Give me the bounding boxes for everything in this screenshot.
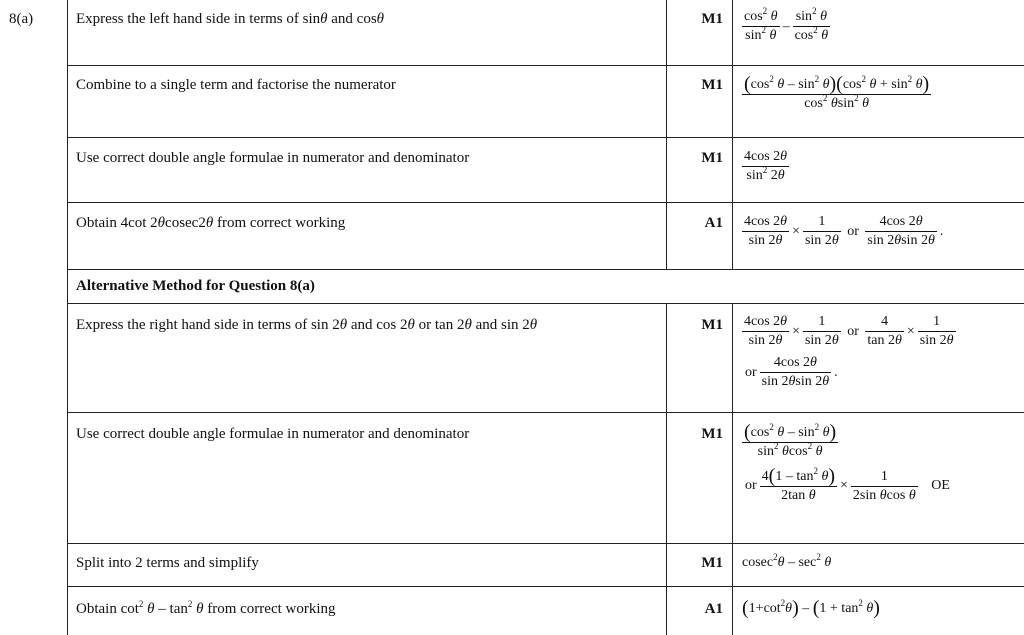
answer-expression: [742, 423, 953, 505]
step-description: Express the left hand side in terms of sinθ and cosθ: [76, 11, 385, 27]
mark-code: M1: [701, 77, 723, 93]
mark-code: M1: [701, 150, 723, 166]
step-description: Combine to a single term and factorise the numerator: [76, 77, 396, 93]
column-divider: [67, 0, 68, 635]
step-description: Split into 2 terms and simplify: [76, 555, 259, 571]
row-divider: [67, 543, 1024, 544]
column-divider: [666, 0, 667, 270]
step-description: Obtain 4cot 2θcosec2θ from correct working: [76, 215, 346, 231]
mark-code: M1: [701, 11, 723, 27]
answer-line: or $\frac{4(1 - \tan^2 \theta)}{\text{2tan θ}}$ × $\frac{1}{\text{2sin θcos θ}}$ OE: [745, 465, 950, 503]
row-divider: [67, 65, 1024, 66]
answer-expression: $(1+\cot^2\theta) - (1 + \tan^2 \theta)$: [742, 597, 880, 619]
row-divider: [67, 303, 1024, 304]
step-description: Express the right hand side in terms of sin 2θ and cos 2θ or tan 2θ and sin 2θ: [76, 317, 538, 333]
mark-code: M1: [701, 426, 723, 442]
step-description: Use correct double angle formulae in numerator and denominator: [76, 426, 470, 442]
mark-code: A1: [704, 601, 723, 617]
row-divider: [67, 586, 1024, 587]
row-divider: [67, 137, 1024, 138]
answer-expression: [742, 313, 956, 391]
step-description: Use correct double angle formulae in numerator and denominator: [76, 150, 470, 166]
alternative-method-heading: Alternative Method for Question 8(a): [76, 278, 315, 294]
mark-code: M1: [701, 317, 723, 333]
answer-line: or $\frac{4\cos 2\theta}{\sin 2\theta\sin 2\theta}$ .: [745, 355, 838, 389]
column-divider: [732, 0, 733, 270]
answer-expression: $\frac{4\cos 2\theta}{\sin 2\theta}$ × $\frac{1}{\sin 2\theta}$ or $\frac{4\cos 2\theta}{\sin 2\theta\sin 2\theta}$ .: [744, 214, 944, 248]
row-divider: [67, 269, 1024, 270]
row-divider: [67, 412, 1024, 413]
answer-line: $\frac{(\cos^2 \theta - \sin^2 \theta)}{\sin^2 \theta\cos^2 \theta}$: [744, 421, 837, 459]
mark-code: M1: [701, 555, 723, 571]
mark-code: A1: [704, 215, 723, 231]
step-description: Obtain $\cot^2 \theta - \tan^2 \theta$ from correct working: [76, 599, 336, 617]
answer-expression: $\frac{(\cos^2 \theta - \sin^2 \theta)(\cos^2 \theta + \sin^2 \theta)}{\cos^2 \theta\sin^2 \theta}$: [744, 73, 930, 111]
question-number: 8(a): [9, 11, 34, 27]
answer-expression: $cosec^2\theta - \sec^2 \theta$: [742, 552, 832, 570]
answer-expression: $\frac{4\cos 2\theta}{\sin^2 2\theta}$: [744, 149, 788, 183]
answer-expression: $\frac{\cos^2 \theta}{\sin^2 \theta}$ – $\frac{\sin^2 \theta}{\cos^2 \theta}$: [744, 6, 829, 43]
row-divider: [67, 202, 1024, 203]
answer-line: $\frac{4\cos 2\theta}{\sin 2\theta}$ × $\frac{1}{\sin 2\theta}$ or $\frac{4}{\tan 2\theta}$ × $\frac{1}{\sin 2\theta}$: [744, 314, 954, 348]
